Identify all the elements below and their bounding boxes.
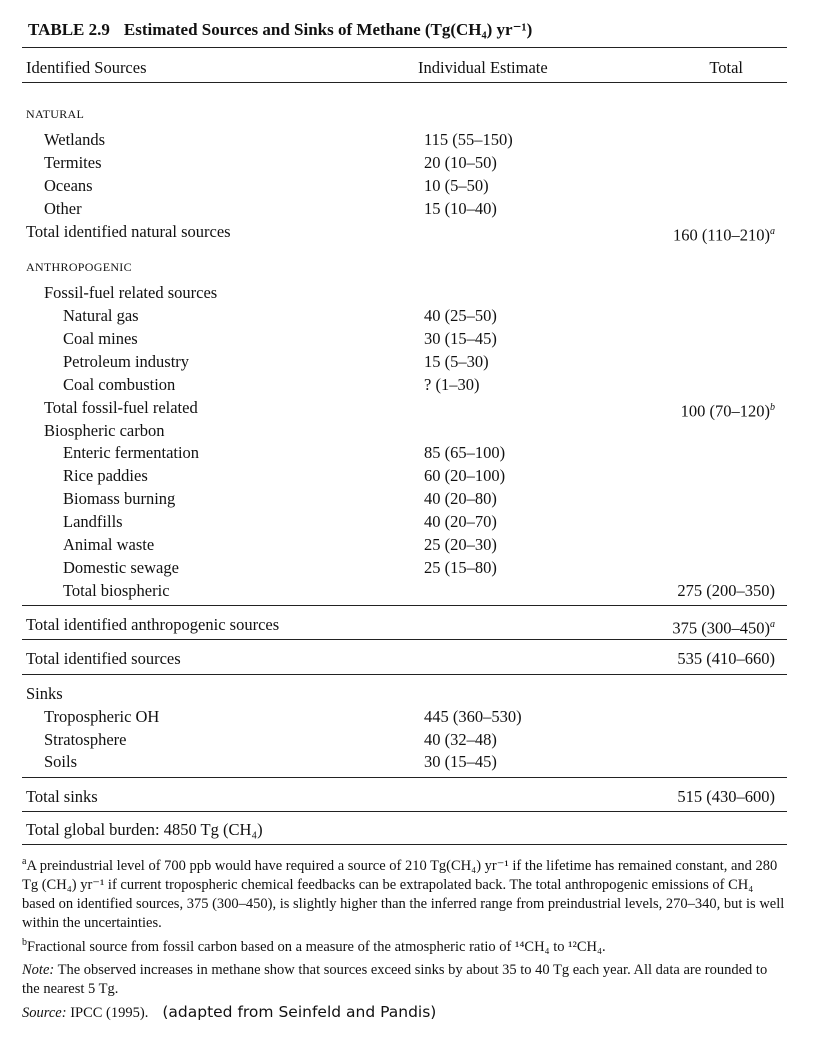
table-row <box>22 174 787 197</box>
row-label: Total global burden: 4850 Tg (CH₄) <box>26 820 263 839</box>
row-total <box>672 613 775 640</box>
table-row <box>22 419 787 442</box>
row-label: Wetlands <box>44 130 105 149</box>
footnote-b-text: Fractional source from fossil carbon based on a measure of the atmospheric ratio of ¹⁴CH₄ to ¹²CH₄. <box>27 938 606 955</box>
table-row <box>22 785 787 808</box>
row-label: Rice paddies <box>63 466 148 485</box>
row-label: Fossil-fuel related sources <box>44 283 218 302</box>
table-row <box>22 613 787 636</box>
row-label: Petroleum industry <box>63 352 190 371</box>
row-total <box>677 647 775 670</box>
footnote-a <box>22 852 787 933</box>
row-label: Domestic sewage <box>63 558 179 577</box>
row-estimate: 25 (20–30) <box>424 535 497 554</box>
table-title <box>28 20 532 40</box>
row-label: Total identified natural sources <box>26 222 231 241</box>
row-estimate: 40 (20–80) <box>424 489 497 508</box>
row-label: Tropospheric OH <box>44 707 160 726</box>
source-text: IPCC (1995). <box>70 1004 149 1021</box>
note-text: The observed increases in methane show that sources exceed sinks by about 35 to 40 Tg each year. All data are rounded to the nearest 5 Tg. <box>22 961 768 997</box>
row-label: Termites <box>44 153 102 172</box>
source <box>22 1003 787 1023</box>
footnote-a-mark: a <box>22 856 27 867</box>
footnote-b-mark: b <box>22 936 27 948</box>
row-label: Sinks <box>26 684 63 703</box>
row-total-value: 160 (110–210) <box>672 225 770 245</box>
table-row <box>22 304 787 327</box>
table-row <box>22 350 787 373</box>
row-estimate: 60 (20–100) <box>424 466 506 485</box>
row-label: Animal waste <box>63 535 155 554</box>
row-label: Other <box>44 199 82 218</box>
row-label: NATURAL <box>26 107 85 121</box>
row-estimate: 115 (55–150) <box>424 130 513 149</box>
note <box>22 961 787 999</box>
table-row <box>22 728 787 751</box>
row-estimate: 40 (25–50) <box>424 306 497 325</box>
table-row <box>22 327 787 350</box>
row-estimate: 20 (10–50) <box>424 153 497 172</box>
footnote-ref: b <box>770 402 775 413</box>
rule-before-sinks <box>22 674 787 675</box>
row-estimate: 445 (360–530) <box>424 707 522 726</box>
adapted-note: (adapted from Seinfeld and Pandis) <box>162 1002 437 1021</box>
table-row <box>22 441 787 464</box>
row-total-value: 375 (300–450) <box>672 618 770 638</box>
row-estimate: 15 (5–30) <box>424 352 489 371</box>
header-estimate: Individual Estimate <box>418 58 548 77</box>
row-total-value: 535 (410–660) <box>677 649 775 668</box>
row-label: Total fossil-fuel related <box>44 398 198 417</box>
row-label: Total identified sources <box>26 649 181 668</box>
bottom-rule <box>22 844 787 845</box>
row-label: Enteric fermentation <box>63 443 200 462</box>
table-row <box>22 647 787 670</box>
table-row <box>22 750 787 773</box>
row-label: Landfills <box>63 512 123 531</box>
row-total <box>677 579 775 602</box>
rule-before-sources-total <box>22 639 787 640</box>
table-row <box>22 373 787 396</box>
row-label: ANTHROPOGENIC <box>26 260 132 274</box>
row-total-value: 275 (200–350) <box>677 581 775 600</box>
table-row <box>22 464 787 487</box>
row-estimate: 40 (32–48) <box>424 730 497 749</box>
table-number: TABLE 2.9 <box>28 20 110 39</box>
table-row <box>22 103 787 126</box>
row-total <box>673 220 775 247</box>
rule-before-sinks-total <box>22 777 787 778</box>
row-label: Natural gas <box>63 306 139 325</box>
row-estimate: 30 (15–45) <box>424 752 497 771</box>
row-label: Biomass burning <box>63 489 176 508</box>
table-row <box>22 396 787 419</box>
row-label: Biospheric carbon <box>44 421 165 440</box>
row-total-value: 515 (430–600) <box>677 787 775 806</box>
row-label: Total identified anthropogenic sources <box>26 615 280 634</box>
table-row <box>22 533 787 556</box>
table-title-text: Estimated Sources and Sinks of Methane (Tg(CH₄) yr⁻¹) <box>123 20 533 39</box>
table-row <box>22 487 787 510</box>
row-label: Total sinks <box>26 787 98 806</box>
source-label: Source: <box>22 1004 67 1021</box>
footnotes <box>22 852 787 1023</box>
row-total <box>677 785 775 808</box>
row-label: Oceans <box>44 176 93 195</box>
table-row <box>22 197 787 220</box>
header-rule <box>22 82 787 83</box>
row-estimate: 30 (15–45) <box>424 329 497 348</box>
row-label: Stratosphere <box>44 730 127 749</box>
table-row <box>22 579 787 602</box>
table-row <box>22 818 787 841</box>
table-row <box>22 256 787 279</box>
row-estimate: 15 (10–40) <box>424 199 497 218</box>
table-row <box>22 556 787 579</box>
table-row <box>22 128 787 151</box>
row-label: Coal combustion <box>63 375 176 394</box>
rule-before-anthropogenic-total <box>22 605 787 606</box>
row-estimate: ? (1–30) <box>424 375 480 394</box>
row-estimate: 10 (5–50) <box>424 176 489 195</box>
row-estimate: 85 (65–100) <box>424 443 506 462</box>
row-label: Soils <box>44 752 78 771</box>
table-row <box>22 705 787 728</box>
table-row <box>22 220 787 243</box>
row-label: Coal mines <box>63 329 138 348</box>
table-row <box>22 151 787 174</box>
table-row <box>22 682 787 705</box>
row-estimate: 40 (20–70) <box>424 512 497 531</box>
header-total: Total <box>709 58 743 77</box>
rule-before-burden <box>22 811 787 812</box>
footnote-a-text: A preindustrial level of 700 ppb would have required a source of 210 Tg(CH₄) yr⁻¹ if the lifetime has remained constant, and 280 Tg (CH₄) yr⁻¹ if current tropospheric chemical feedbacks can be extrapolated back. The total anthropogenic emissions of CH₄ based on identified sources, 375 (300–450), is slightly higher than the inferred range from preindustrial levels, 270–340, but is well within the uncertainties. <box>22 857 785 931</box>
footnote-ref: a <box>770 226 775 237</box>
footnote-b <box>22 933 787 957</box>
table-row <box>22 281 787 304</box>
table-row <box>22 510 787 533</box>
header-sources: Identified Sources <box>26 58 147 77</box>
note-label: Note: <box>22 961 55 978</box>
top-rule <box>22 47 787 48</box>
footnote-ref: a <box>770 619 775 630</box>
row-estimate: 25 (15–80) <box>424 558 497 577</box>
row-total-value: 100 (70–120) <box>680 401 770 421</box>
row-label: Total biospheric <box>63 581 170 600</box>
